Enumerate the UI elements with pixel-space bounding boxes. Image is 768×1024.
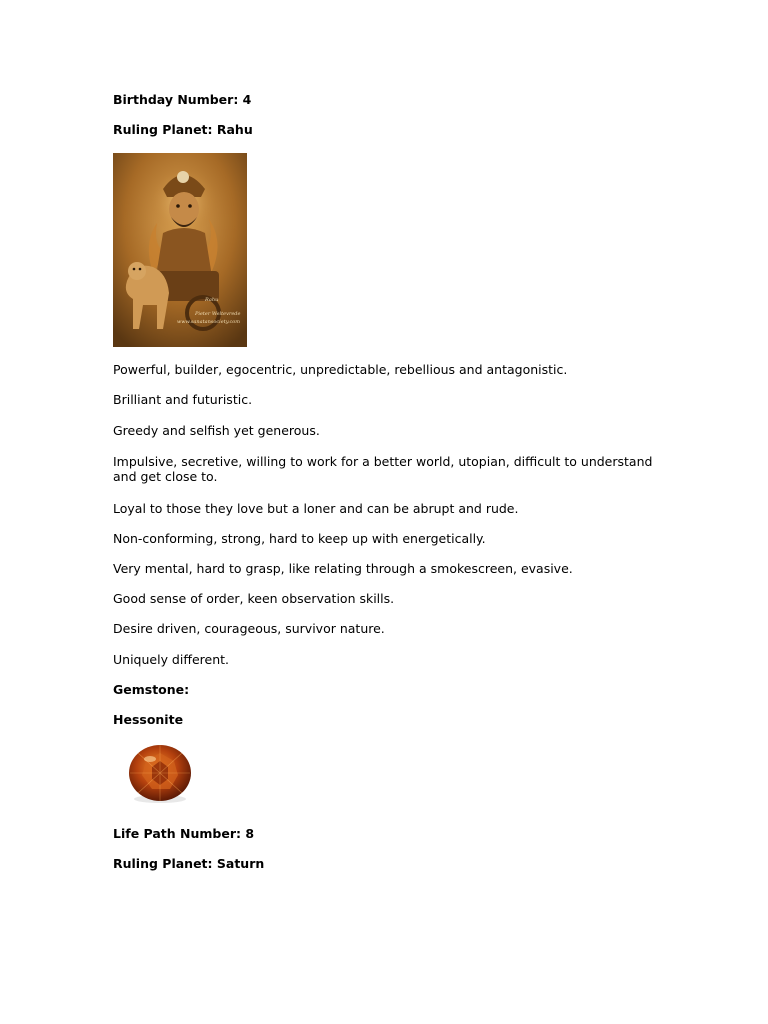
birthday-number-heading: Birthday Number: 4 — [113, 92, 252, 107]
gemstone-label: Gemstone: — [113, 682, 190, 697]
trait-paragraph: Brilliant and futuristic. — [113, 392, 253, 407]
image-caption-artist: Pieter Weltevrede — [195, 311, 241, 317]
life-path-number-heading: Life Path Number: 8 — [113, 826, 255, 841]
trait-paragraph: Greedy and selfish yet generous. — [113, 423, 320, 438]
trait-paragraph: Uniquely different. — [113, 652, 229, 667]
trait-paragraph: Very mental, hard to grasp, like relating through a smokescreen, evasive. — [113, 561, 573, 576]
ruling-planet-heading: Ruling Planet: Rahu — [113, 122, 253, 137]
hessonite-gem-image — [128, 743, 194, 807]
trait-paragraph: Impulsive, secretive, willing to work for a better world, utopian, difficult to understand and get close to. — [113, 454, 653, 484]
trait-paragraph: Good sense of order, keen observation skills. — [113, 591, 395, 606]
trait-paragraph: Desire driven, courageous, survivor nature. — [113, 621, 385, 636]
trait-paragraph: Loyal to those they love but a loner and can be abrupt and rude. — [113, 501, 519, 516]
ruling-planet-saturn-heading: Ruling Planet: Saturn — [113, 856, 265, 871]
image-caption-url: www.sanatansociety.com — [177, 319, 241, 325]
gemstone-name: Hessonite — [113, 712, 184, 727]
rahu-illustration — [113, 153, 247, 347]
trait-paragraph: Non-conforming, strong, hard to keep up with energetically. — [113, 531, 486, 546]
trait-paragraph: Powerful, builder, egocentric, unpredictable, rebellious and antagonistic. — [113, 362, 568, 377]
image-caption-title: Rahu — [205, 297, 219, 303]
